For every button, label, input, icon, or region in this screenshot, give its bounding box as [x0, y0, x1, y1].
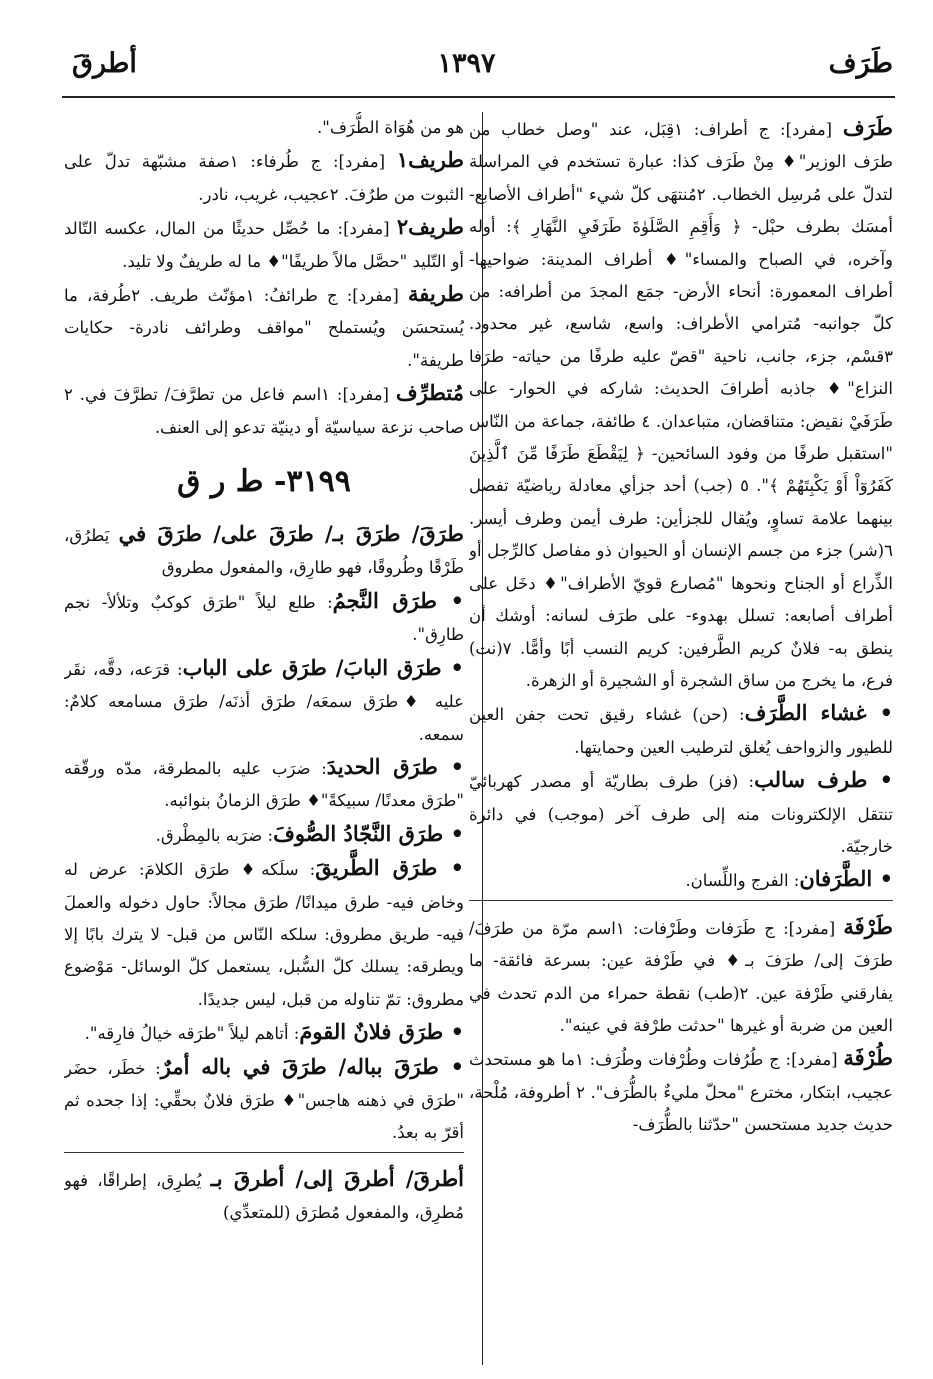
- definition: : خطَر، حضَر "طرَق في ذهنه هاجس"♦ طرَق فلانٌ بحقِّي: إذا جحده ثم أقرّ به بعدُ.: [64, 1058, 464, 1143]
- headword: • طرَق النَّجّادُ الصُّوفَ: [273, 820, 464, 846]
- definition: : (حن) غشاء رقيق تحت جفن العين للطيور والزواحف يُغلق لترطيب العين وحمايتها.: [469, 705, 893, 757]
- headword: • طرف سالب: [754, 767, 893, 793]
- sense-taraqa-alnajm: [64, 585, 464, 652]
- root-heading: ٣١٩٩- ط ر ق: [177, 464, 351, 500]
- entry-turfa: [469, 1042, 893, 1141]
- sense-taraqa-alhadid: [64, 751, 464, 818]
- continuation-text: هو من هُوَاة الطُّرَف".: [316, 118, 464, 137]
- entry-mutatarrif: [64, 377, 464, 444]
- definition: : قرَعه، دقَّه، نقَر عليه ♦طرَق سمعَه/ طرَق أذنَه/ طرَق مسامعه كلامٌ: سمعه.: [64, 659, 464, 744]
- entry-separator: [64, 1152, 464, 1153]
- definition: [مفرد]: ما حُصِّل حديثًا من المال، عكسه التّالد أو التّليد "حصَّل مالاً طريفًا"♦ ما له طريفٌ ولا تليد.: [64, 219, 464, 271]
- headword: طريف١: [396, 147, 464, 173]
- sense-taraqa-alnajjad: [64, 818, 464, 852]
- sense-taraqa-altariq: [64, 852, 464, 1016]
- definition: : طلع ليلاً "طرَق كوكبٌ وتلألأ- نجم طارِق".: [64, 592, 464, 645]
- headword: طَرَف: [842, 115, 893, 140]
- entry-tarifa: [64, 278, 464, 377]
- entry-taraf-salib: [469, 764, 893, 863]
- sense-taraqa-bibalih: [64, 1051, 464, 1150]
- headword: • طرَق البابَ/ طرَق على الباب: [182, 654, 464, 680]
- definition: [مفرد]: ج طرائفُ: ١مؤنّث طريف. ٢طُرفة، ما يُستحسَن ويُستملح "مواقف وطرائف نادرة- حكايات طريفة".: [64, 286, 464, 370]
- sense-taraqa-alqawm: [64, 1016, 464, 1050]
- definition: يَطرُق، طَرْقًا وطُروقًا، فهو طارِق، والمفعول مطروق: [64, 526, 464, 578]
- headword: • طرَقَ بباله/ طرَقَ في باله أمرٌ: [160, 1053, 464, 1079]
- headword: • طرَق فلانٌ القومَ: [299, 1019, 464, 1045]
- headword: طَرْفَة: [843, 913, 893, 939]
- left-column: [64, 112, 464, 1372]
- headword: مُتطرِّف: [395, 380, 464, 406]
- definition: : الفرج واللِّسان.: [685, 871, 800, 891]
- entry-tarif-2: [64, 211, 464, 278]
- definition: : أتاهم ليلاً "طرَقه خيالُ فارِقه".: [84, 1024, 300, 1044]
- definition: [مفرد]: ج طُرُفات وطُرْفات وطُرَف: ١ما هو مستحدث عجيب، ابتكار، مخترع "محلّ مليءٌ بالطُّرَف". ٢ أطروفة، مُلْحة، حديث جديد مستحسن "حدّثنا بالطُّرَف-: [469, 1050, 893, 1135]
- headword: طريف٢: [396, 214, 464, 240]
- entry-altarafan: [469, 863, 893, 897]
- definition: [مفرد]: ١اسم فاعل من تطرَّفَ/ تطرَّفَ في. ٢ صاحب نزعة سياسيّة أو دينيّة تدعو إلى العنف.: [64, 385, 464, 437]
- running-head-right: طَرَف: [828, 48, 893, 79]
- headword: طرَقَ/ طرَقَ بـ/ طرَقَ على/ طرَقَ في: [118, 521, 464, 547]
- headword: • طرَق الطَّريقَ: [315, 855, 464, 881]
- entry-ghisha-altaraf: [469, 697, 893, 764]
- entry-taraf: [469, 112, 893, 697]
- definition: : (فز) طرف بطاريّة أو مصدر كهربائيّ تنتقل الإلكترونات منه إلى طرف آخر (موجب) في دائرة خارجيّة.: [469, 772, 893, 856]
- header-rule: [62, 96, 895, 98]
- definition: [مفرد]: ج طَرَفات وطَرْفات: ١اسم مرّة من طرَفَ/ طرَفَ إلى/ طرَفَ بـ♦ في طَرْفة عين: بسرعة فائقة- ما يفارقني طَرْفة عين. ٢(طب) نقطة حمراء من الدم تحدث في العين من ضربة أو غيرها "حدثت طرْفة في عينه".: [469, 918, 893, 1035]
- definition: [مفرد]: ج طُرفاء: ١صفة مشبّهة تدلّ على الثبوت من طرُفَ. ٢عجيب، غريب، نادر.: [64, 152, 464, 204]
- definition: : ضرَبه بالمِطْرق.: [155, 825, 274, 845]
- entry-tarfa: [469, 911, 893, 1043]
- definition: يُطرِق، إطراقًا، فهو مُطرِق، والمفعول مُطرَق (للمتعدِّي): [64, 1170, 464, 1223]
- headword: طريفة: [407, 281, 464, 307]
- headword: طُرْفَة: [843, 1045, 893, 1071]
- page-number: ١٣٩٧: [437, 48, 496, 79]
- headword: • غشاء الطَّرَف: [744, 700, 893, 726]
- definition: : سلَكه♦ طرَق الكلامَ: عرض له وخاض فيه- طرق ميدانًا/ طرَق مجالاً: حاول دخوله والعملَ فيه- طريق مطروق: سلكه النّاس من قبل- لا يترك بابًا إلا ويطرقه: يسلك كلّ السُّبل، يستعمل كلّ الوسائل- مَوْضوع مطروق: تمّ تناوله من قبل، ليس جديدًا.: [64, 860, 464, 1009]
- entry-taraqa: [64, 518, 464, 585]
- entry-atraqa: [64, 1163, 464, 1230]
- headword: • طرَق الحديدَ: [326, 753, 464, 779]
- entry-separator: [469, 900, 893, 901]
- definition: [مفرد]: ج أطراف: ١قِبَل، عند "وصل خطاب من طرَف الوزير"♦ مِنْ طَرَف كذا: عبارة تستخدم في المراسلة لتدلّ على مُرسِل الخطاب. ٢مُنتهَى كلّ شيء "أطراف الأصابع- أمسَك بطرف حبْل- ﴿ وَأَقِمِ الصَّلَوٰةَ طَرَفَيِ النَّهَارِ ﴾: أوله وآخره، في الصباح والمساء"♦ أطراف المدينة: ضواحيها- أطراف المعمورة: أنحاء الأرض- جمَع المجدَ من أطرافه: من كلّ جوانبه- مُترامي الأطراف: واسع، شاسع، غير محدود. ٣قسْم، جزء، جانب، ناحية "قصّ عليه طرفًا من حياته- طرَفا النزاع"♦ جاذبه أطرافَ الحديث: شاركه في الحوار- على طَرَفَيْ نقيض: متناقضان، متباعدان. ٤ طائفة، جماعة من النّاس "استقبل طرفًا من وفود السائحين- ﴿ لِيَقْطَعَ طَرَفًا مِّنَ ٱلَّذِينَ كَفَرُوٓاْ أَوْ يَكْبِتَهُمْ ﴾". ٥ (جب) أحد جزأي معادلة رياضيّة تفصل بينهما علامة تساوٍ، ويُقال للجزأين: طرف أيمن وطرف أيسر. ٦(شر) جزء من جسم الإنسان أو الحيوان ذو مفاصل كالرِّجل أو الذِّراع أو الجناح ونحوها "مُصارع قويّ الأطراف"♦ دخَل على أطراف أصابعه: تسلل بهدوء- على طرَف لسانه: أوشك أن ينطق به- فلانٌ كريم الطَّرفين: كريم النسب أبًا وأمًّا. ٧(نت) فرع، ما يخرج من ساق الشجرة أو الشجيرة أو الزهرة.: [469, 120, 893, 690]
- sense-taraqa-albab: [64, 652, 464, 751]
- headword: • الطَّرَفان: [799, 866, 893, 892]
- headword: • طرَق النَّجمُ: [332, 587, 464, 613]
- running-head-left: أطرقَ: [72, 48, 137, 79]
- headword: أطرقَ/ أطرقَ إلى/ أطرقَ بـ: [210, 1165, 464, 1191]
- entry-tarif-1: [64, 144, 464, 211]
- right-column: [469, 112, 893, 1372]
- definition: : ضرَب عليه بالمطرقة، مدّه ورقّقه "طرَق معدنًا/ سبيكةً"♦ طرَق الزمانُ بنوائبه.: [64, 758, 464, 811]
